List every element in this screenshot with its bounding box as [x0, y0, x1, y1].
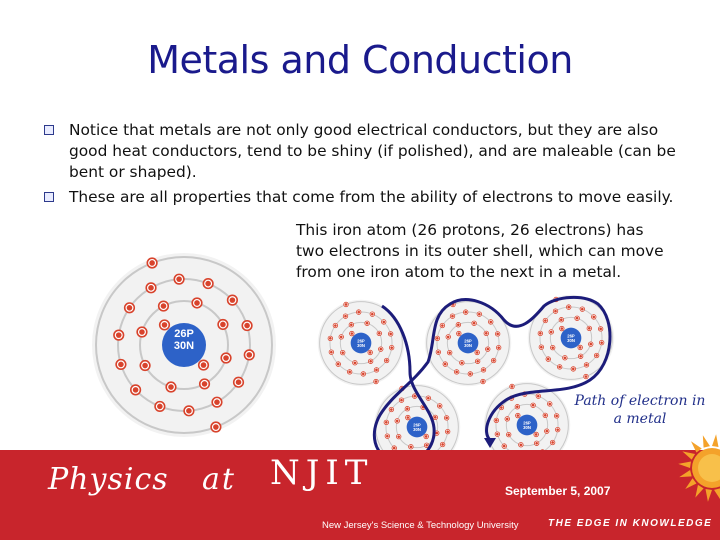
footer-at: at	[202, 462, 236, 497]
njit-logo: NJIT	[270, 453, 374, 493]
svg-text:26P: 26P	[567, 333, 575, 339]
svg-text:30N: 30N	[413, 427, 421, 433]
bullet-text: Notice that metals are not only good electrical conductors, but they are also good heat conductors, tend to be shiny (if polished), and are maleable (can be bent or shaped).	[69, 121, 676, 181]
svg-text:26P: 26P	[357, 338, 365, 344]
svg-text:30N: 30N	[464, 343, 472, 349]
bullet-text: These are all properties that come from the ability of electrons to move easily.	[69, 188, 674, 206]
footer-banner	[0, 450, 720, 540]
nucleus-protons: 26P	[174, 328, 194, 340]
svg-text:26P: 26P	[464, 338, 472, 344]
svg-text:30N: 30N	[567, 338, 575, 344]
footer-physics: Physics	[48, 462, 169, 497]
svg-text:30N: 30N	[523, 425, 531, 431]
svg-text:26P: 26P	[523, 420, 531, 426]
svg-text:26P: 26P	[413, 422, 421, 428]
slide-title: Metals and Conduction	[147, 38, 573, 82]
footer-date: September 5, 2007	[505, 484, 611, 498]
footer-slogan: THE EDGE IN KNOWLEDGE	[548, 518, 713, 529]
nucleus-label	[158, 328, 210, 352]
electron-path-label: Path of electron in a metal	[574, 393, 706, 427]
iron-atom-caption: This iron atom (26 protons, 26 electrons) has two electrons in its outer shell, which can move from one iron atom to the next in a metal.	[296, 221, 664, 281]
nucleus-neutrons: 30N	[173, 340, 195, 352]
footer-tagline: New Jersey's Science & Technology University	[322, 520, 519, 531]
sun-icon	[662, 418, 720, 508]
svg-text:30N: 30N	[357, 343, 365, 349]
